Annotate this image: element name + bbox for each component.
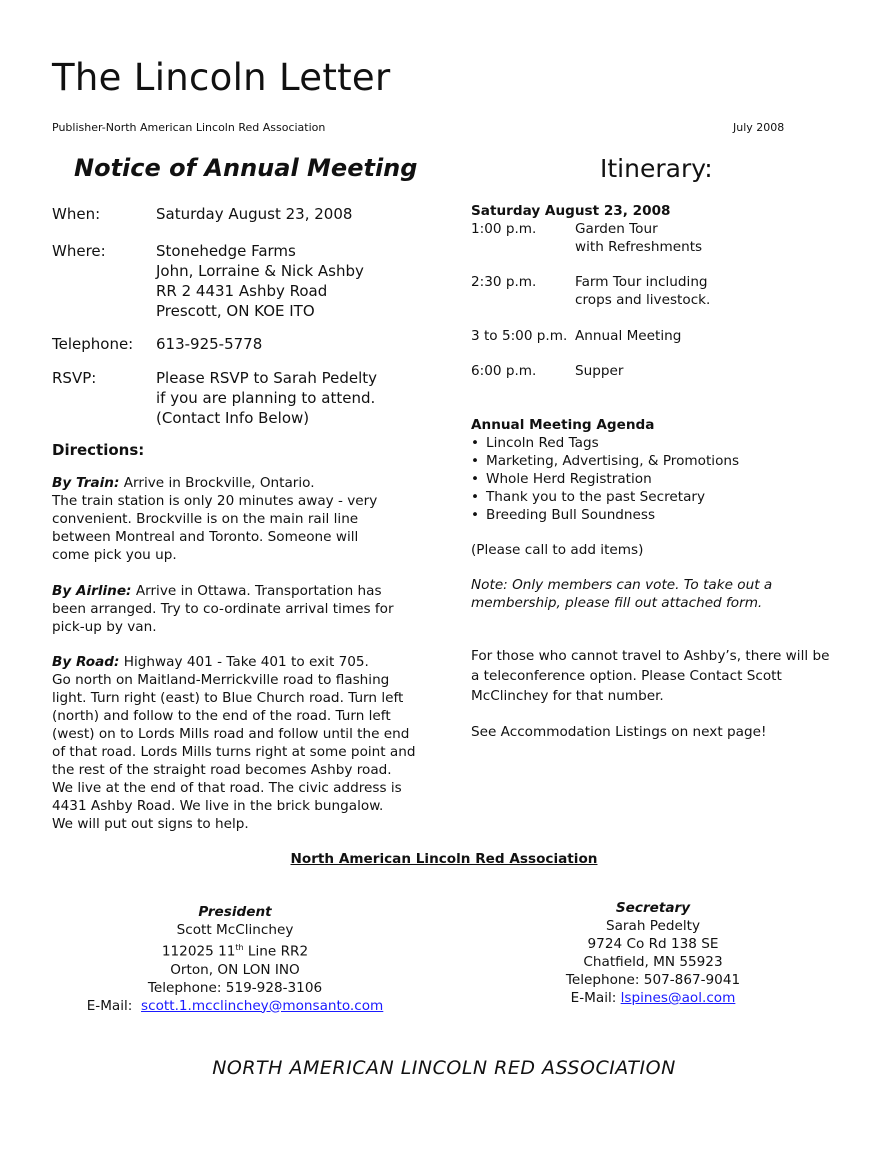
agenda-item: • Whole Herd Registration <box>471 470 739 488</box>
itinerary-desc: Supper <box>575 363 624 379</box>
itinerary-date: Saturday August 23, 2008 <box>471 203 671 219</box>
president-contact <box>60 903 410 1015</box>
call-note: (Please call to add items) <box>471 542 644 558</box>
by-road-text: Highway 401 - Take 401 to exit 705. Go north on Maitland-Merrickville road to flashing light. Turn right (east) to Blue Church road. Turn left (north) and follow to the end of the road. Turn left (west) on to Lords Mills road and follow until the end of that road. Lords Mills turns right at some point and the rest of the straight road becomes Ashby road. We live at the end of that road. The civic address is 4431 Ashby Road. We live in the brick bungalow. We will put out signs to help. <box>52 654 416 832</box>
president-role: President <box>198 904 272 920</box>
agenda-heading: Annual Meeting Agenda <box>471 417 655 433</box>
newsletter-title: The Lincoln Letter <box>52 56 391 99</box>
itinerary-desc: Annual Meeting <box>575 328 682 344</box>
teleconference-note: For those who cannot travel to Ashby’s, there will be a teleconference option. Please Contact Scott McClinchey for that number. <box>471 648 830 704</box>
president-address-number: 112025 11 <box>161 943 236 960</box>
where-row <box>52 241 432 321</box>
itinerary-desc: Farm Tour including <box>575 274 708 290</box>
telephone-value: 613-925-5778 <box>156 335 263 353</box>
president-email-row <box>60 997 410 1015</box>
when-label: When: <box>52 205 101 223</box>
by-airline-text: Arrive in Ottawa. Transportation has been arranged. Try to co-ordinate arrival times for pick-up by van. <box>52 583 394 635</box>
secretary-address: 9724 Co Rd 138 SE <box>587 936 719 952</box>
members-note: Note: Only members can vote. To take out a membership, please fill out attached form. <box>471 577 773 611</box>
accommodation-note: See Accommodation Listings on next page! <box>471 724 767 740</box>
agenda-item: • Marketing, Advertising, & Promotions <box>471 452 739 470</box>
notice-heading: Notice of Annual Meeting <box>74 154 418 182</box>
itinerary-heading: Itinerary: <box>600 154 713 183</box>
itinerary-item <box>471 220 851 256</box>
president-email-label: E-Mail: <box>86 997 142 1014</box>
president-email-link[interactable]: scott.1.mcclinchey@monsanto.com <box>141 997 384 1014</box>
president-name: Scott McClinchey <box>176 922 294 938</box>
rsvp-line: if you are planning to attend. <box>156 389 376 407</box>
where-line: RR 2 4431 Ashby Road <box>156 282 328 300</box>
by-train-paragraph <box>52 474 427 564</box>
secretary-city: Chatfield, MN 55923 <box>583 954 723 970</box>
itinerary-item <box>471 273 851 309</box>
by-train-label: By Train: <box>52 475 120 491</box>
itinerary-item <box>471 327 851 345</box>
itinerary-item <box>471 362 851 380</box>
secretary-email-row <box>508 989 798 1007</box>
agenda-item: • Lincoln Red Tags <box>471 434 739 452</box>
president-address-suffix: th <box>235 943 244 952</box>
itinerary-time: 1:00 p.m. <box>471 221 537 237</box>
itinerary-desc: Garden Tour <box>575 221 658 237</box>
secretary-role: Secretary <box>615 900 691 916</box>
association-name: North American Lincoln Red Association <box>290 851 598 867</box>
rsvp-row <box>52 368 432 428</box>
agenda-list <box>471 434 739 524</box>
secretary-name: Sarah Pedelty <box>605 918 701 934</box>
agenda-item: • Thank you to the past Secretary <box>471 488 739 506</box>
secretary-contact <box>508 899 798 1007</box>
itinerary-desc: crops and livestock. <box>575 292 711 308</box>
telephone-row <box>52 334 432 354</box>
agenda-item: • Breeding Bull Soundness <box>471 506 739 524</box>
rsvp-line: Please RSVP to Sarah Pedelty <box>156 369 378 387</box>
itinerary-time: 3 to 5:00 p.m. <box>471 328 568 344</box>
itinerary-time: 2:30 p.m. <box>471 274 537 290</box>
secretary-email-link[interactable]: lspines@aol.com <box>620 990 736 1006</box>
president-city: Orton, ON LON INO <box>170 961 300 978</box>
president-address <box>60 939 410 961</box>
by-road-label: By Road: <box>52 654 120 670</box>
where-line: John, Lorraine & Nick Ashby <box>156 262 364 280</box>
president-address-rest: Line RR2 <box>243 943 309 960</box>
directions-heading: Directions: <box>52 441 145 459</box>
where-label: Where: <box>52 242 106 260</box>
when-value: Saturday August 23, 2008 <box>156 205 353 223</box>
by-road-paragraph <box>52 653 427 833</box>
by-train-text: Arrive in Brockville, Ontario. The train station is only 20 minutes away - very convenient. Brockville is on the main rail line between Montreal and Toronto. Someone will come pick you up. <box>52 475 378 563</box>
rsvp-label: RSVP: <box>52 369 97 387</box>
telephone-label: Telephone: <box>52 335 134 353</box>
by-airline-paragraph <box>52 582 427 636</box>
rsvp-line: (Contact Info Below) <box>156 409 310 427</box>
where-line: Prescott, ON KOE ITO <box>156 302 315 320</box>
footer-association: NORTH AMERICAN LINCOLN RED ASSOCIATION <box>212 1057 676 1079</box>
itinerary-time: 6:00 p.m. <box>471 363 537 379</box>
by-airline-label: By Airline: <box>52 583 132 599</box>
itinerary-desc: with Refreshments <box>575 239 703 255</box>
publisher-line: Publisher-North American Lincoln Red Association <box>52 121 326 134</box>
secretary-email-label: E-Mail: <box>570 990 621 1006</box>
when-row <box>52 204 432 224</box>
where-line: Stonehedge Farms <box>156 242 296 260</box>
secretary-telephone: Telephone: 507-867-9041 <box>565 972 741 988</box>
president-telephone: Telephone: 519-928-3106 <box>147 979 323 996</box>
issue-date: July 2008 <box>733 121 785 134</box>
